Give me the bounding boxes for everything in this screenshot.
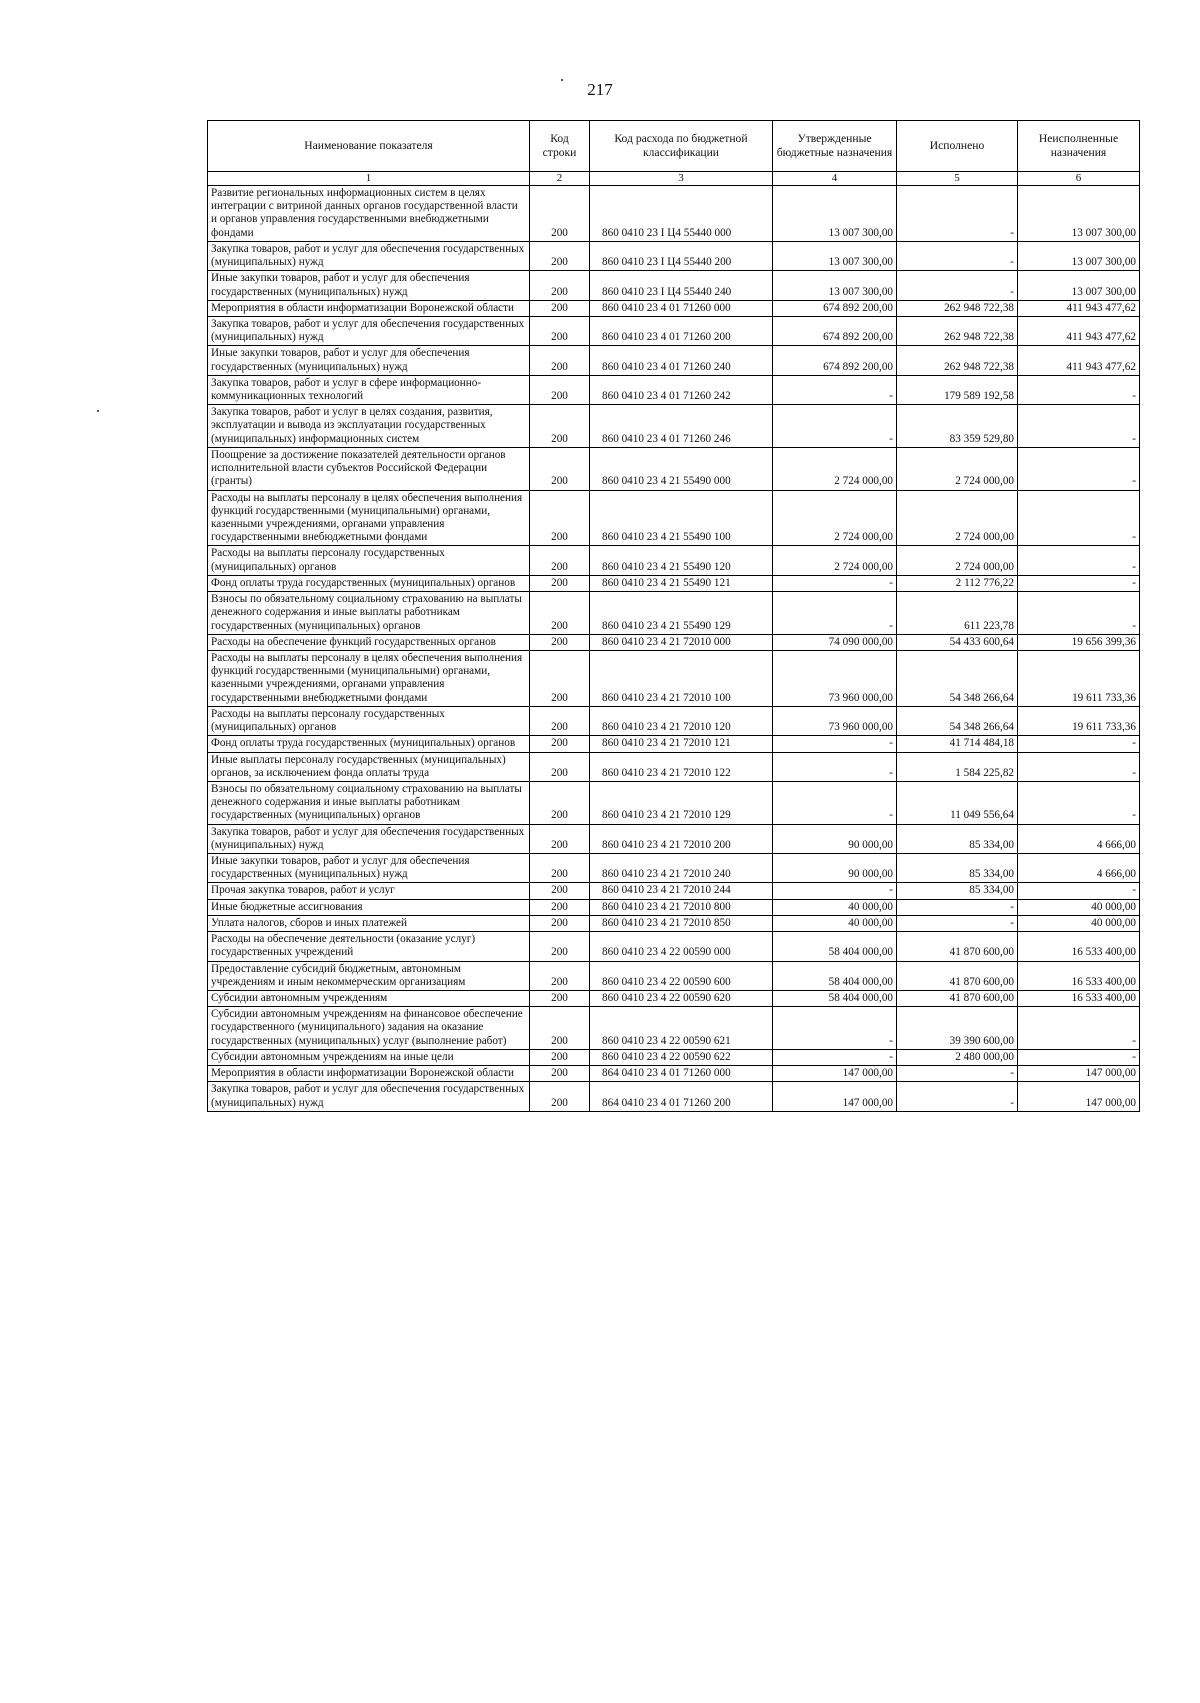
row-executed: 41 870 600,00 bbox=[897, 961, 1018, 990]
row-name: Предоставление субсидий бюджетным, автономным учреждениям и иным некоммерческим организациям bbox=[208, 961, 530, 990]
row-executed: - bbox=[897, 1082, 1018, 1111]
table-row bbox=[208, 316, 1140, 345]
row-executed: 2 480 000,00 bbox=[897, 1049, 1018, 1065]
table-row bbox=[208, 991, 1140, 1007]
row-budget-code: 860 0410 23 4 21 55490 129 bbox=[590, 592, 773, 635]
row-name: Уплата налогов, сборов и иных платежей bbox=[208, 915, 530, 931]
row-approved: - bbox=[773, 575, 897, 591]
row-unexecuted: - bbox=[1018, 546, 1140, 575]
table-header-row bbox=[208, 121, 1140, 172]
row-budget-code: 860 0410 23 4 01 71260 242 bbox=[590, 375, 773, 404]
row-executed: - bbox=[897, 1066, 1018, 1082]
table-row bbox=[208, 961, 1140, 990]
row-name: Мероприятия в области информатизации Воронежской области bbox=[208, 300, 530, 316]
row-line-code: 200 bbox=[530, 854, 590, 883]
row-unexecuted: - bbox=[1018, 447, 1140, 490]
row-approved: - bbox=[773, 883, 897, 899]
scan-speck bbox=[97, 410, 99, 412]
row-unexecuted: 19 611 733,36 bbox=[1018, 706, 1140, 735]
row-approved: 2 724 000,00 bbox=[773, 447, 897, 490]
table-row bbox=[208, 375, 1140, 404]
row-budget-code: 860 0410 23 4 01 71260 200 bbox=[590, 316, 773, 345]
table-body bbox=[208, 185, 1140, 1111]
table-row bbox=[208, 1066, 1140, 1082]
row-name: Иные выплаты персоналу государственных (муниципальных) органов, за исключением фонда оплаты труда bbox=[208, 752, 530, 781]
row-budget-code: 860 0410 23 4 21 55490 000 bbox=[590, 447, 773, 490]
table-row bbox=[208, 899, 1140, 915]
row-unexecuted: 13 007 300,00 bbox=[1018, 185, 1140, 241]
row-executed: 2 724 000,00 bbox=[897, 447, 1018, 490]
row-name: Закупка товаров, работ и услуг для обеспечения государственных (муниципальных) нужд bbox=[208, 316, 530, 345]
row-unexecuted: 13 007 300,00 bbox=[1018, 271, 1140, 300]
table-row bbox=[208, 271, 1140, 300]
row-approved: 13 007 300,00 bbox=[773, 185, 897, 241]
row-executed: - bbox=[897, 241, 1018, 270]
row-executed: 1 584 225,82 bbox=[897, 752, 1018, 781]
row-budget-code: 860 0410 23 I Ц4 55440 240 bbox=[590, 271, 773, 300]
row-name: Иные закупки товаров, работ и услуг для обеспечения государственных (муниципальных) нужд bbox=[208, 854, 530, 883]
row-budget-code: 860 0410 23 4 21 72010 120 bbox=[590, 706, 773, 735]
table-row bbox=[208, 346, 1140, 375]
table-row bbox=[208, 854, 1140, 883]
row-approved: 73 960 000,00 bbox=[773, 650, 897, 706]
column-number: 1 bbox=[208, 172, 530, 186]
row-line-code: 200 bbox=[530, 490, 590, 546]
header-budget-code: Код расхода по бюджетной классификации bbox=[590, 121, 773, 172]
header-unexecuted: Неисполненные назначения bbox=[1018, 121, 1140, 172]
row-approved: - bbox=[773, 375, 897, 404]
header-line-code: Код строки bbox=[530, 121, 590, 172]
row-unexecuted: - bbox=[1018, 883, 1140, 899]
row-executed: 2 724 000,00 bbox=[897, 490, 1018, 546]
row-unexecuted: 411 943 477,62 bbox=[1018, 346, 1140, 375]
row-line-code: 200 bbox=[530, 991, 590, 1007]
row-budget-code: 860 0410 23 4 21 72010 100 bbox=[590, 650, 773, 706]
row-line-code: 200 bbox=[530, 1007, 590, 1050]
column-number: 2 bbox=[530, 172, 590, 186]
row-executed: 85 334,00 bbox=[897, 854, 1018, 883]
row-budget-code: 860 0410 23 4 21 72010 240 bbox=[590, 854, 773, 883]
table-row bbox=[208, 447, 1140, 490]
row-unexecuted: - bbox=[1018, 1049, 1140, 1065]
row-approved: 73 960 000,00 bbox=[773, 706, 897, 735]
table-row bbox=[208, 546, 1140, 575]
row-unexecuted: - bbox=[1018, 575, 1140, 591]
header-executed: Исполнено bbox=[897, 121, 1018, 172]
row-executed: - bbox=[897, 185, 1018, 241]
row-budget-code: 864 0410 23 4 01 71260 200 bbox=[590, 1082, 773, 1111]
row-approved: 674 892 200,00 bbox=[773, 346, 897, 375]
row-line-code: 200 bbox=[530, 932, 590, 961]
row-unexecuted: 16 533 400,00 bbox=[1018, 961, 1140, 990]
row-budget-code: 860 0410 23 4 01 71260 000 bbox=[590, 300, 773, 316]
row-line-code: 200 bbox=[530, 824, 590, 853]
column-number-row bbox=[208, 172, 1140, 186]
row-name: Расходы на выплаты персоналу в целях обеспечения выполнения функций государственными (муниципальными) органами, казенными учреждениями, органами управления государственными внебюджетными фондами bbox=[208, 490, 530, 546]
row-approved: 2 724 000,00 bbox=[773, 490, 897, 546]
header-name: Наименование показателя bbox=[208, 121, 530, 172]
row-line-code: 200 bbox=[530, 185, 590, 241]
row-executed: 611 223,78 bbox=[897, 592, 1018, 635]
row-line-code: 200 bbox=[530, 915, 590, 931]
row-name: Закупка товаров, работ и услуг для обеспечения государственных (муниципальных) нужд bbox=[208, 824, 530, 853]
table-row bbox=[208, 932, 1140, 961]
scan-speck bbox=[561, 79, 563, 81]
row-executed: 41 870 600,00 bbox=[897, 932, 1018, 961]
row-budget-code: 860 0410 23 4 22 00590 600 bbox=[590, 961, 773, 990]
row-executed: 85 334,00 bbox=[897, 824, 1018, 853]
row-budget-code: 860 0410 23 4 21 72010 800 bbox=[590, 899, 773, 915]
row-approved: - bbox=[773, 1007, 897, 1050]
table-row bbox=[208, 405, 1140, 448]
row-approved: 147 000,00 bbox=[773, 1066, 897, 1082]
row-line-code: 200 bbox=[530, 1082, 590, 1111]
row-line-code: 200 bbox=[530, 271, 590, 300]
row-name: Расходы на выплаты персоналу в целях обеспечения выполнения функций государственными (муниципальными) органами, казенными учреждениями, органами управления государственными внебюджетными фондами bbox=[208, 650, 530, 706]
row-executed: 83 359 529,80 bbox=[897, 405, 1018, 448]
row-unexecuted: 13 007 300,00 bbox=[1018, 241, 1140, 270]
row-line-code: 200 bbox=[530, 447, 590, 490]
row-line-code: 200 bbox=[530, 1066, 590, 1082]
row-executed: 41 714 484,18 bbox=[897, 736, 1018, 752]
row-budget-code: 860 0410 23 I Ц4 55440 200 bbox=[590, 241, 773, 270]
row-unexecuted: - bbox=[1018, 1007, 1140, 1050]
row-name: Поощрение за достижение показателей деятельности органов исполнительной власти субъектов Российской Федерации (гранты) bbox=[208, 447, 530, 490]
row-name: Закупка товаров, работ и услуг для обеспечения государственных (муниципальных) нужд bbox=[208, 241, 530, 270]
row-approved: - bbox=[773, 781, 897, 824]
table-row bbox=[208, 634, 1140, 650]
row-approved: 674 892 200,00 bbox=[773, 316, 897, 345]
row-unexecuted: 411 943 477,62 bbox=[1018, 300, 1140, 316]
row-line-code: 200 bbox=[530, 1049, 590, 1065]
row-unexecuted: 147 000,00 bbox=[1018, 1082, 1140, 1111]
row-unexecuted: 411 943 477,62 bbox=[1018, 316, 1140, 345]
header-approved: Утвержденные бюджетные назначения bbox=[773, 121, 897, 172]
row-budget-code: 860 0410 23 4 21 72010 850 bbox=[590, 915, 773, 931]
row-name: Фонд оплаты труда государственных (муниципальных) органов bbox=[208, 736, 530, 752]
row-budget-code: 860 0410 23 4 21 72010 121 bbox=[590, 736, 773, 752]
table-row bbox=[208, 736, 1140, 752]
row-name: Субсидии автономным учреждениям на иные цели bbox=[208, 1049, 530, 1065]
row-executed: - bbox=[897, 899, 1018, 915]
row-unexecuted: 16 533 400,00 bbox=[1018, 991, 1140, 1007]
row-name: Иные бюджетные ассигнования bbox=[208, 899, 530, 915]
table-row bbox=[208, 650, 1140, 706]
row-budget-code: 860 0410 23 4 21 55490 121 bbox=[590, 575, 773, 591]
row-name: Взносы по обязательному социальному страхованию на выплаты денежного содержания и иные выплаты работникам государственных (муниципальных) органов bbox=[208, 781, 530, 824]
row-unexecuted: - bbox=[1018, 405, 1140, 448]
table-row bbox=[208, 915, 1140, 931]
row-unexecuted: - bbox=[1018, 375, 1140, 404]
row-approved: 2 724 000,00 bbox=[773, 546, 897, 575]
row-name: Расходы на выплаты персоналу государственных (муниципальных) органов bbox=[208, 706, 530, 735]
row-line-code: 200 bbox=[530, 546, 590, 575]
row-name: Закупка товаров, работ и услуг в целях создания, развития, эксплуатации и вывода из эксплуатации государственных (муниципальных) информационных систем bbox=[208, 405, 530, 448]
row-name: Расходы на обеспечение функций государственных органов bbox=[208, 634, 530, 650]
row-approved: 13 007 300,00 bbox=[773, 241, 897, 270]
row-approved: 40 000,00 bbox=[773, 899, 897, 915]
row-name: Иные закупки товаров, работ и услуг для обеспечения государственных (муниципальных) нужд bbox=[208, 271, 530, 300]
row-unexecuted: - bbox=[1018, 592, 1140, 635]
row-name: Взносы по обязательному социальному страхованию на выплаты денежного содержания и иные выплаты работникам государственных (муниципальных) органов bbox=[208, 592, 530, 635]
row-line-code: 200 bbox=[530, 375, 590, 404]
row-unexecuted: 40 000,00 bbox=[1018, 899, 1140, 915]
row-budget-code: 860 0410 23 4 21 72010 000 bbox=[590, 634, 773, 650]
row-unexecuted: - bbox=[1018, 736, 1140, 752]
table-row bbox=[208, 781, 1140, 824]
row-executed: 54 348 266,64 bbox=[897, 706, 1018, 735]
row-name: Прочая закупка товаров, работ и услуг bbox=[208, 883, 530, 899]
row-executed: 262 948 722,38 bbox=[897, 316, 1018, 345]
row-budget-code: 860 0410 23 4 22 00590 621 bbox=[590, 1007, 773, 1050]
table-row bbox=[208, 1007, 1140, 1050]
row-approved: - bbox=[773, 405, 897, 448]
table-row bbox=[208, 300, 1140, 316]
row-line-code: 200 bbox=[530, 346, 590, 375]
row-budget-code: 860 0410 23 4 22 00590 620 bbox=[590, 991, 773, 1007]
row-approved: 58 404 000,00 bbox=[773, 991, 897, 1007]
row-unexecuted: 4 666,00 bbox=[1018, 824, 1140, 853]
column-number: 3 bbox=[590, 172, 773, 186]
row-budget-code: 860 0410 23 4 01 71260 246 bbox=[590, 405, 773, 448]
row-name: Расходы на выплаты персоналу государственных (муниципальных) органов bbox=[208, 546, 530, 575]
row-approved: 40 000,00 bbox=[773, 915, 897, 931]
row-line-code: 200 bbox=[530, 316, 590, 345]
row-line-code: 200 bbox=[530, 650, 590, 706]
table-row bbox=[208, 490, 1140, 546]
row-name: Развитие региональных информационных систем в целях интеграции с витриной данных органов государственной власти и органов управления государственными внебюджетными фондами bbox=[208, 185, 530, 241]
row-line-code: 200 bbox=[530, 706, 590, 735]
row-budget-code: 860 0410 23 4 21 55490 100 bbox=[590, 490, 773, 546]
row-line-code: 200 bbox=[530, 781, 590, 824]
row-approved: 58 404 000,00 bbox=[773, 961, 897, 990]
row-executed: 41 870 600,00 bbox=[897, 991, 1018, 1007]
row-approved: 74 090 000,00 bbox=[773, 634, 897, 650]
row-name: Субсидии автономным учреждениям bbox=[208, 991, 530, 1007]
row-budget-code: 860 0410 23 4 21 72010 244 bbox=[590, 883, 773, 899]
row-unexecuted: - bbox=[1018, 752, 1140, 781]
row-executed: - bbox=[897, 915, 1018, 931]
row-line-code: 200 bbox=[530, 300, 590, 316]
row-unexecuted: 4 666,00 bbox=[1018, 854, 1140, 883]
row-executed: - bbox=[897, 271, 1018, 300]
row-line-code: 200 bbox=[530, 575, 590, 591]
column-number: 5 bbox=[897, 172, 1018, 186]
row-approved: - bbox=[773, 752, 897, 781]
row-budget-code: 860 0410 23 4 01 71260 240 bbox=[590, 346, 773, 375]
table-row bbox=[208, 241, 1140, 270]
row-approved: - bbox=[773, 736, 897, 752]
row-executed: 2 724 000,00 bbox=[897, 546, 1018, 575]
row-budget-code: 860 0410 23 4 22 00590 000 bbox=[590, 932, 773, 961]
row-unexecuted: 40 000,00 bbox=[1018, 915, 1140, 931]
row-unexecuted: 16 533 400,00 bbox=[1018, 932, 1140, 961]
row-line-code: 200 bbox=[530, 883, 590, 899]
row-executed: 85 334,00 bbox=[897, 883, 1018, 899]
row-name: Закупка товаров, работ и услуг для обеспечения государственных (муниципальных) нужд bbox=[208, 1082, 530, 1111]
row-line-code: 200 bbox=[530, 736, 590, 752]
row-line-code: 200 bbox=[530, 405, 590, 448]
row-approved: 90 000,00 bbox=[773, 824, 897, 853]
row-approved: - bbox=[773, 592, 897, 635]
page-number: 217 bbox=[587, 80, 613, 99]
row-executed: 179 589 192,58 bbox=[897, 375, 1018, 404]
row-name: Иные закупки товаров, работ и услуг для обеспечения государственных (муниципальных) нужд bbox=[208, 346, 530, 375]
row-approved: 147 000,00 bbox=[773, 1082, 897, 1111]
table-row bbox=[208, 824, 1140, 853]
row-approved: - bbox=[773, 1049, 897, 1065]
table-row bbox=[208, 592, 1140, 635]
row-line-code: 200 bbox=[530, 752, 590, 781]
row-executed: 54 348 266,64 bbox=[897, 650, 1018, 706]
row-budget-code: 860 0410 23 4 22 00590 622 bbox=[590, 1049, 773, 1065]
row-approved: 13 007 300,00 bbox=[773, 271, 897, 300]
row-budget-code: 860 0410 23 4 21 72010 129 bbox=[590, 781, 773, 824]
row-line-code: 200 bbox=[530, 592, 590, 635]
row-unexecuted: - bbox=[1018, 781, 1140, 824]
row-approved: 90 000,00 bbox=[773, 854, 897, 883]
row-executed: 54 433 600,64 bbox=[897, 634, 1018, 650]
row-budget-code: 860 0410 23 4 21 72010 200 bbox=[590, 824, 773, 853]
row-budget-code: 864 0410 23 4 01 71260 000 bbox=[590, 1066, 773, 1082]
row-name: Расходы на обеспечение деятельности (оказание услуг) государственных учреждений bbox=[208, 932, 530, 961]
row-name: Мероприятия в области информатизации Воронежской области bbox=[208, 1066, 530, 1082]
row-line-code: 200 bbox=[530, 899, 590, 915]
row-executed: 262 948 722,38 bbox=[897, 346, 1018, 375]
column-number: 4 bbox=[773, 172, 897, 186]
row-budget-code: 860 0410 23 4 21 55490 120 bbox=[590, 546, 773, 575]
row-executed: 11 049 556,64 bbox=[897, 781, 1018, 824]
row-approved: 58 404 000,00 bbox=[773, 932, 897, 961]
row-line-code: 200 bbox=[530, 241, 590, 270]
row-line-code: 200 bbox=[530, 634, 590, 650]
row-name: Фонд оплаты труда государственных (муниципальных) органов bbox=[208, 575, 530, 591]
row-name: Закупка товаров, работ и услуг в сфере информационно-коммуникационных технологий bbox=[208, 375, 530, 404]
row-executed: 262 948 722,38 bbox=[897, 300, 1018, 316]
row-budget-code: 860 0410 23 4 21 72010 122 bbox=[590, 752, 773, 781]
row-approved: 674 892 200,00 bbox=[773, 300, 897, 316]
table-row bbox=[208, 185, 1140, 241]
table-row bbox=[208, 1082, 1140, 1111]
table-row bbox=[208, 575, 1140, 591]
table-row bbox=[208, 1049, 1140, 1065]
table-row bbox=[208, 883, 1140, 899]
row-budget-code: 860 0410 23 I Ц4 55440 000 bbox=[590, 185, 773, 241]
budget-execution-table bbox=[207, 120, 1140, 1112]
row-unexecuted: 19 611 733,36 bbox=[1018, 650, 1140, 706]
column-number: 6 bbox=[1018, 172, 1140, 186]
row-unexecuted: 147 000,00 bbox=[1018, 1066, 1140, 1082]
table-row bbox=[208, 706, 1140, 735]
table-row bbox=[208, 752, 1140, 781]
row-executed: 39 390 600,00 bbox=[897, 1007, 1018, 1050]
row-unexecuted: - bbox=[1018, 490, 1140, 546]
row-name: Субсидии автономным учреждениям на финансовое обеспечение государственного (муниципального) задания на оказание государственных (муниципальных) услуг (выполнение работ) bbox=[208, 1007, 530, 1050]
row-executed: 2 112 776,22 bbox=[897, 575, 1018, 591]
row-line-code: 200 bbox=[530, 961, 590, 990]
row-unexecuted: 19 656 399,36 bbox=[1018, 634, 1140, 650]
